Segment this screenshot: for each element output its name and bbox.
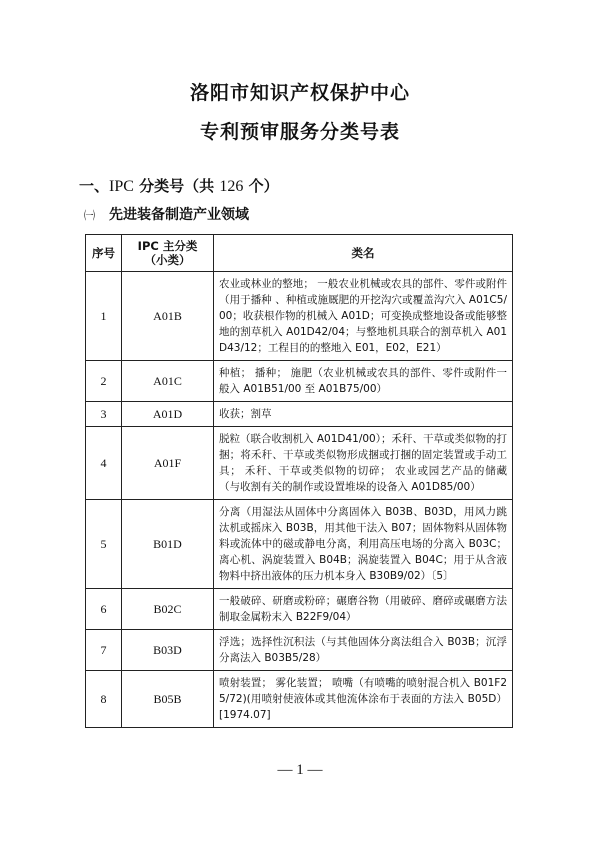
row-index: 5 — [86, 500, 122, 589]
row-code: A01C — [122, 361, 214, 402]
header-code-line1: IPC 主分类 — [137, 239, 198, 253]
row-name: 种植； 播种； 施肥（农业机械或农具的部件、零件或附件一般入 A01B51/00 至 A01B75/00） — [214, 361, 513, 402]
header-name: 类名 — [214, 235, 513, 272]
row-index: 1 — [86, 272, 122, 361]
section-heading — [79, 175, 279, 196]
page-number: — 1 — — [277, 762, 323, 778]
row-name: 收获；割草 — [214, 402, 513, 427]
row-name: 农业或林业的整地； 一般农业机械或农具的部件、零件或附件（用于播种 、种植或施厩肥的开挖沟穴或覆盖沟穴入 A01C5/00；收获根作物的机械入 A01D；可变换成整地设备或能够整地的割草机入 A01D42/04；与整地机具联合的割草机入 A01D43/12；工程目的的整地入 E01，E02，E21） — [214, 272, 513, 361]
row-code: A01D — [122, 402, 214, 427]
row-name: 脱粒（联合收割机入 A01D41/00）；禾秆、干草或类似物的打捆；将禾秆、干草或类似物形成捆或打捆的固定装置或手动工具； 禾秆、干草或类似物的切碎； 农业或园艺产品的储藏（与收割有关的制作或设置堆垛的设备入 A01D85/00） — [214, 427, 513, 500]
table-row — [86, 361, 513, 402]
section-latin: IPC — [109, 178, 134, 195]
row-index: 3 — [86, 402, 122, 427]
table-row — [86, 630, 513, 671]
row-name: 喷射装置； 雾化装置； 喷嘴（有喷嘴的喷射混合机入 B01F25/72)(用喷射使液体或其他流体涂布于表面的方法入 B05D）[1974.07] — [214, 671, 513, 728]
table-row — [86, 402, 513, 427]
row-index: 4 — [86, 427, 122, 500]
row-code: A01B — [122, 272, 214, 361]
table-row — [86, 671, 513, 728]
classification-table — [85, 234, 513, 728]
header-code — [122, 235, 214, 272]
subsection-title: 先进装备制造产业领域 — [109, 207, 249, 223]
row-index: 2 — [86, 361, 122, 402]
section-suffix: 个） — [243, 177, 279, 195]
row-code: B02C — [122, 589, 214, 630]
row-code: B01D — [122, 500, 214, 589]
subsection-mark: ㈠ — [84, 209, 95, 222]
table-row — [86, 589, 513, 630]
row-index: 8 — [86, 671, 122, 728]
subsection-heading — [84, 204, 249, 224]
table-row — [86, 272, 513, 361]
row-code: B05B — [122, 671, 214, 728]
section-prefix: 一、 — [79, 177, 110, 195]
section-count: 126 — [219, 178, 244, 195]
table-row — [86, 427, 513, 500]
row-index: 6 — [86, 589, 122, 630]
row-code: A01F — [122, 427, 214, 500]
row-index: 7 — [86, 630, 122, 671]
header-index: 序号 — [86, 235, 122, 272]
row-code: B03D — [122, 630, 214, 671]
row-name: 一般破碎、研磨或粉碎；碾磨谷物（用破碎、磨碎或碾磨方法制取金属粉末入 B22F9/04） — [214, 589, 513, 630]
document-subtitle: 专利预审服务分类号表 — [199, 121, 400, 143]
table-header-row — [86, 235, 513, 272]
table-row — [86, 500, 513, 589]
row-name: 浮选；选择性沉积法（与其他固体分离法组合入 B03B；沉浮分离法入 B03B5/28） — [214, 630, 513, 671]
header-code-line2: （小类） — [144, 253, 191, 267]
section-label: 分类号（共 — [133, 177, 220, 195]
document-title: 洛阳市知识产权保护中心 — [189, 82, 410, 104]
row-name: 分离（用湿法从固体中分离固体入 B03B、B03D，用风力跳汰机或摇床入 B03B，用其他干法入 B07；固体物料从固体物料或流体中的磁或静电分离，利用高压电场的分离入 B03C；离心机、涡旋装置入 B04B；涡旋装置入 B04C；用于从含液物料中挤出液体的压力机本身入 B30B9/02）〔5〕 — [214, 500, 513, 589]
